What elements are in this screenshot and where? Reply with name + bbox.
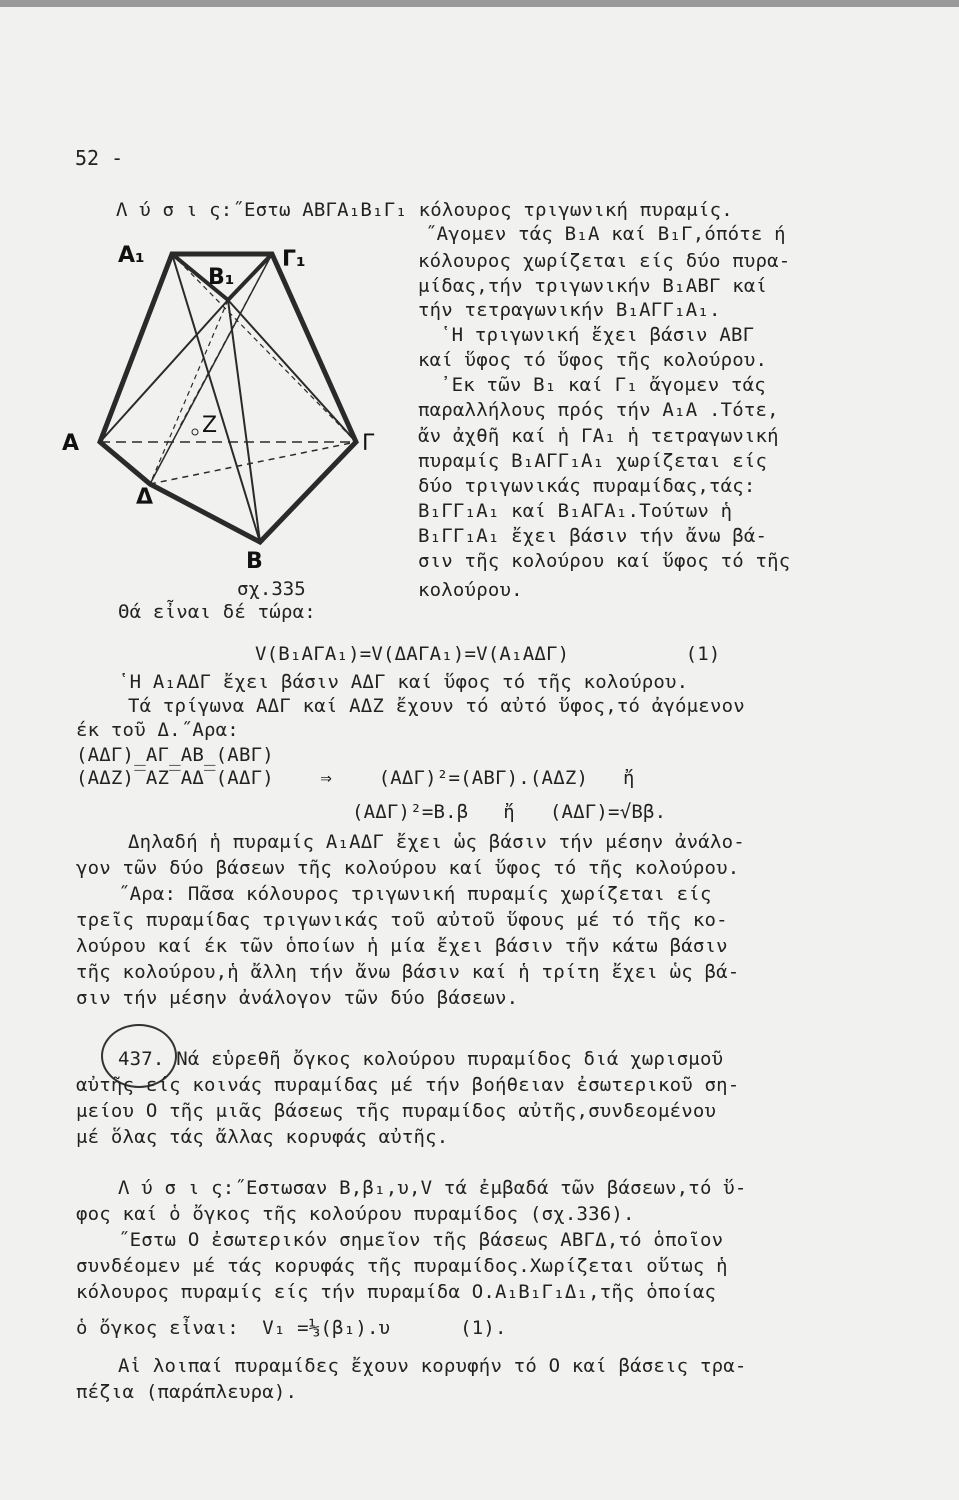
text-line: έκ τοῦ Δ.˝Αρα: bbox=[76, 719, 239, 741]
label-g: Γ bbox=[362, 431, 375, 456]
text-line: παραλλήλους πρός τήν Α₁Α .Τότε, bbox=[418, 399, 779, 421]
label-z: Z bbox=[202, 413, 218, 438]
text-line: ˝Αρα: Πᾶσα κόλουρος τριγωνική πυραμίς χωρίζεται είς bbox=[118, 883, 712, 905]
text-line: τρεῖς πυραμίδας τριγωνικάς τοῦ αὐτοῦ ὕφους μέ τό τῆς κο- bbox=[76, 909, 728, 931]
label-b: B bbox=[246, 549, 263, 574]
text-line: ἄν ἀχθῆ καί ἡ ΓΑ₁ ἡ τετραγωνική bbox=[418, 425, 779, 447]
figure-335 bbox=[60, 236, 400, 606]
text-line: συνδέομεν μέ τάς κορυφάς τῆς πυραμίδος.Χωρίζεται οὕτως ἡ bbox=[76, 1255, 728, 1277]
label-d: Δ bbox=[136, 485, 154, 510]
figure-caption: σχ.335 bbox=[237, 578, 306, 600]
text-line: δύο τριγωνικάς πυραμίδας,τάς: bbox=[418, 475, 756, 497]
formula-line: (ΑΔΖ)‾ΑΖ‾ΑΔ‾(ΑΔΓ) ⇒ (ΑΔΓ)²=(ΑΒΓ).(ΑΔΖ) ἤ bbox=[76, 767, 635, 789]
formula-line: (ΑΔΓ)_ΑΓ_ΑΒ_(ΑΒΓ) bbox=[76, 744, 274, 766]
formula-line: (ΑΔΓ)²=Β.β ἤ (ΑΔΓ)=√Ββ. bbox=[352, 801, 667, 823]
text-line: ῾Η τριγωνική ἔχει βάσιν ΑΒΓ bbox=[440, 324, 755, 346]
text-line: ˝Εστω Ο ἐσωτερικόν σημεῖον τῆς βάσεως ΑΒΓΔ,τό ὁποῖον bbox=[118, 1229, 724, 1251]
text-line: γον τῶν δύο βάσεων τῆς κολούρου καί ὕφος τό τῆς κολούρου. bbox=[76, 857, 740, 879]
text-line: κόλουρος πυραμίς είς τήν πυραμίδα Ο.Α₁Β₁Γ₁Δ₁,τῆς ὁποίας bbox=[76, 1281, 717, 1303]
label-b1: B₁ bbox=[208, 265, 235, 290]
text-line: μίδας,τήν τριγωνικήν Β₁ΑΒΓ καί bbox=[418, 275, 768, 297]
label-a1: A₁ bbox=[118, 243, 145, 268]
label-a: A bbox=[62, 431, 80, 456]
text-line: Λ ύ σ ι ς:˝Εστωσαν Β,β₁,υ,V τά ἐμβαδά τῶν βάσεων,τό ὕ- bbox=[118, 1177, 747, 1199]
page-top-edge bbox=[0, 0, 959, 7]
formula-line: ὁ ὄγκος εἶναι: V₁ =⅓(β₁).υ (1). bbox=[76, 1317, 507, 1339]
text-line: Τά τρίγωνα ΑΔΓ καί ΑΔΖ ἔχουν τό αὐτό ὕφος,τό ἀγόμενον bbox=[128, 695, 745, 717]
page-number: 52 - bbox=[75, 146, 124, 170]
text-line: ᾿Εκ τῶν Β₁ καί Γ₁ ἄγομεν τάς bbox=[440, 374, 766, 396]
text-line: σιν τήν μέσην ἀνάλογον τῶν δύο βάσεων. bbox=[76, 987, 519, 1009]
text-line: φος καί ὁ ὄγκος τῆς κολούρου πυραμίδος (σχ.336). bbox=[76, 1203, 635, 1225]
text-line: μέ ὅλας τάς ἄλλας κορυφάς αὐτῆς. bbox=[76, 1126, 449, 1148]
text-line: αὐτῆς είς κοινάς πυραμίδας μέ τήν βοήθειαν ἐσωτερικοῦ ση- bbox=[76, 1074, 740, 1096]
text-line: λούρου καί έκ τῶν ὁποίων ἡ μία ἔχει βάσιν τῆν κάτω βάσιν bbox=[76, 935, 728, 957]
pyramid-diagram bbox=[60, 236, 400, 606]
text-line: ῾Η Α₁ΑΔΓ ἔχει βάσιν ΑΔΓ καί ὕφος τό τῆς κολούρου. bbox=[118, 671, 689, 693]
text-line: κολούρου. bbox=[418, 579, 523, 601]
text-line: μείου Ο τῆς μιᾶς βάσεως τῆς πυραμίδος αὐτῆς,συνδεομένου bbox=[76, 1100, 717, 1122]
text-line: πυραμίς Β₁ΑΓΓ₁Α₁ χωρίζεται είς bbox=[418, 450, 768, 472]
text-line: Β₁ΓΓ₁Α₁ καί Β₁ΑΓΑ₁.Τούτων ἡ bbox=[418, 500, 733, 522]
text-line: σιν τῆς κολούρου καί ὕφος τό τῆς bbox=[418, 550, 791, 572]
formula-line: V(Β₁ΑΓΑ₁)=V(ΔΑΓΑ₁)=V(Α₁ΑΔΓ) (1) bbox=[255, 643, 721, 665]
label-g1: Γ₁ bbox=[282, 247, 306, 272]
text-line: τήν τετραγωνικήν Β₁ΑΓΓ₁Α₁. bbox=[418, 299, 721, 321]
text-line: Β₁ΓΓ₁Α₁ ἔχει βάσιν τήν ἄνω βά- bbox=[418, 525, 768, 547]
text-line: Αἱ λοιπαί πυραμίδες ἔχουν κορυφήν τό Ο καί βάσεις τρα- bbox=[118, 1355, 747, 1377]
text-line: Θά εἶναι δέ τώρα: bbox=[118, 601, 316, 623]
text-line: πέζια (παράπλευρα). bbox=[76, 1381, 298, 1403]
text-line: Δηλαδή ἡ πυραμίς Α₁ΑΔΓ ἔχει ὡς βάσιν τήν μέσην ἀνάλο- bbox=[128, 831, 745, 853]
text-line: κόλουρος χωρίζεται είς δύο πυρα- bbox=[418, 250, 791, 272]
problem-437-line: 437. Νά εὑρεθῆ ὄγκος κολούρου πυραμίδος διά χωρισμοῦ bbox=[118, 1048, 724, 1070]
text-line: Λ ύ σ ι ς:˝Εστω ΑΒΓΑ₁Β₁Γ₁ κόλουρος τριγωνική πυραμίς. bbox=[116, 199, 733, 221]
text-line: ˝Αγομεν τάς Β₁Α καί Β₁Γ,όπότε ή bbox=[425, 223, 786, 245]
text-line: καί ὕφος τό ὕφος τῆς κολούρου. bbox=[418, 349, 768, 371]
text-line: τῆς κολούρου,ἡ ἄλλη τήν ἄνω βάσιν καί ἡ τρίτη ἔχει ὡς βά- bbox=[76, 961, 740, 983]
